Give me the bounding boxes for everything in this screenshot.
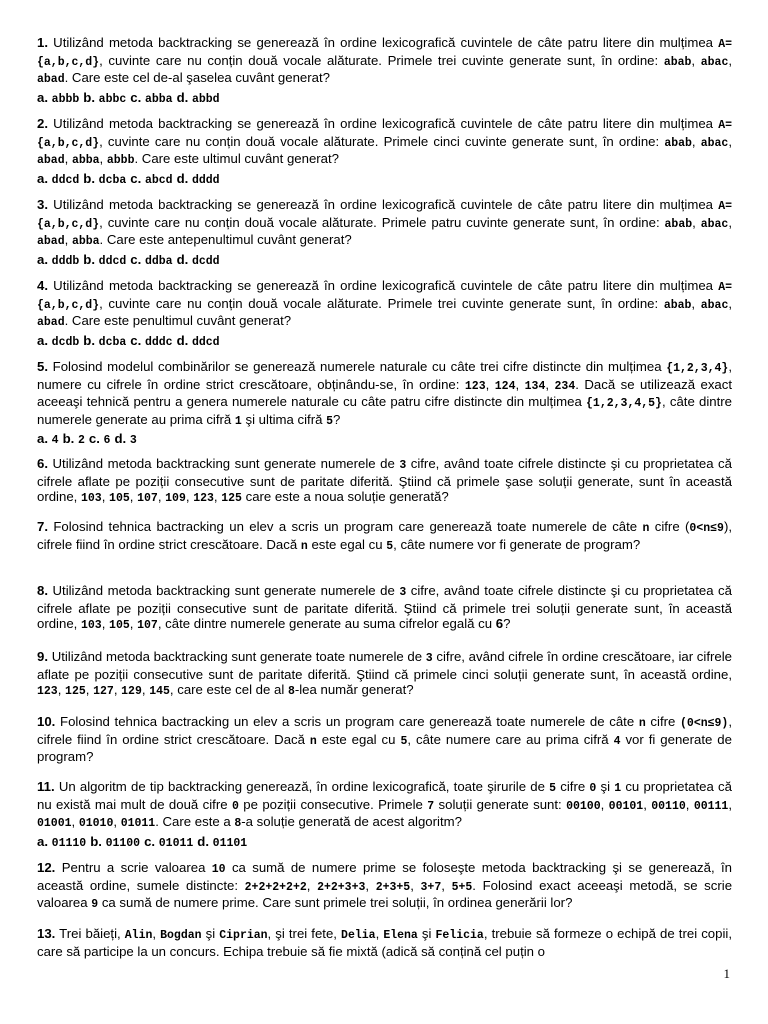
text-run: , [141, 682, 150, 697]
text-run: şi [417, 926, 436, 941]
text-run: , cifrele fiind în ordine strict crescătoare. Dacă [37, 714, 732, 747]
text-run: Folosind tehnica bactracking un elev a scris un program care generează toate numerele de câte [55, 714, 639, 729]
answer-options [37, 431, 732, 449]
text-run: Utilizând metoda backtracking sunt generate toate numerele de [48, 649, 426, 664]
text-run: Pentru a scrie valoarea [55, 860, 212, 875]
question-text [37, 456, 732, 507]
question-number: 4. [37, 278, 48, 293]
option-label: b. [83, 251, 99, 267]
text-run: este egal cu [307, 536, 387, 552]
code-term: Elena [383, 929, 418, 942]
code-term: 124 [494, 379, 516, 393]
option-value: 3 [129, 434, 137, 447]
question-2 [37, 116, 732, 188]
answer-options [37, 90, 732, 108]
text-run: ? [503, 616, 511, 631]
text-run: , [691, 133, 701, 149]
question-number: 1. [37, 35, 48, 50]
question-text [37, 519, 732, 554]
code-term: 8 [234, 817, 242, 830]
text-run: , cuvinte care nu conțin două vocale alăturate. Primele trei cuvinte generate sunt, în ordine: [99, 52, 664, 68]
code-term: abac [700, 217, 729, 231]
code-term: 8 [287, 685, 295, 698]
text-run: . Care este a [155, 814, 235, 829]
code-term: 3 [425, 652, 433, 665]
option-value: 6 [103, 434, 111, 447]
question-number: 5. [37, 359, 48, 374]
code-term: 00101 [608, 799, 644, 813]
text-run: -a soluție generată de acest algoritm? [241, 814, 462, 829]
text-run: , [692, 214, 701, 230]
code-term: 123 [37, 685, 58, 698]
text-run: . Care este antepenultimul cuvânt generat? [99, 232, 352, 247]
text-run: şi ultima cifră [241, 411, 327, 427]
code-term: 0 [589, 782, 597, 795]
option-label: a. [37, 431, 52, 446]
code-term: Bogdan [160, 929, 202, 942]
question-text [37, 926, 732, 959]
text-run: Folosind tehnica bactracking un elev a scris un program care generează toate numerele de câte [48, 519, 643, 534]
text-run: . Care este ultimul cuvânt generat? [134, 151, 340, 166]
code-term: 134 [524, 379, 546, 393]
text-run: . Care este penultimul cuvânt generat? [64, 313, 292, 328]
option-label: b. [83, 170, 99, 186]
text-run: . Folosind exact aceeaşi metodă, se scrie valoarea [37, 877, 733, 910]
text-run: , [728, 295, 733, 311]
question-number: 13. [37, 926, 56, 941]
question-text [37, 116, 732, 169]
text-run: ca sumă de numere prime se foloseşte metoda backtracking şi se generează, în această ordine, sumele distincte: [37, 860, 732, 893]
option-value: dcba [98, 335, 127, 349]
page-number: 1 [723, 966, 730, 981]
code-term: 5+5 [451, 880, 473, 894]
text-run: Utilizând metoda backtracking se generează în ordine lexicografică cuvintele de câte patru litere din mulțimea [48, 197, 719, 212]
question-6 [37, 456, 732, 507]
code-term: 5 [549, 782, 557, 795]
option-value: 2 [77, 434, 85, 447]
option-value: abbd [191, 92, 220, 106]
option-value: 4 [51, 434, 59, 447]
text-run: , câte dintre numerele generate au suma cifrelor egală cu [157, 616, 496, 631]
code-term: A={a,b,c,d} [37, 281, 732, 312]
text-run: Folosind modelul combinărilor se generează numerele naturale cu câte trei cifre distincte din mulțimea [48, 359, 667, 374]
text-run: vor fi generate de program? [37, 731, 732, 764]
text-run: , [691, 295, 701, 311]
text-run: , [441, 877, 452, 893]
text-run: , [545, 376, 555, 392]
code-term: abbb [106, 154, 135, 167]
text-run: , [71, 814, 79, 829]
text-run: , şi trei fete, [267, 926, 342, 941]
code-term: 127 [93, 685, 114, 698]
text-run: şi [596, 779, 615, 794]
code-term: 2+3+5 [375, 880, 411, 894]
code-term: (0<n≤9) [680, 717, 729, 730]
text-run: , [152, 926, 161, 941]
question-text [37, 278, 732, 331]
code-term: 3 [399, 586, 407, 599]
text-run: , [643, 796, 652, 812]
question-8 [37, 583, 732, 634]
text-run: , cuvinte care nu conțin două vocale alăturate. Primele trei cuvinte generate sunt, în ordine: [99, 295, 664, 311]
option-value: ddcd [191, 335, 220, 349]
text-run: , [728, 796, 733, 812]
text-run: , cuvinte care nu conțin două vocale alăturate. Primele cinci cuvinte generate sunt, în ordine: [99, 133, 665, 149]
text-run: Utilizând metoda backtracking sunt generate numerele de [48, 456, 400, 471]
text-run: cifre, având toate cifrele distincte şi cu proprietatea că cifrele aflate pe poziții consecutive sunt de paritate diferită. Ştiind că primele şase soluții generate, sunt în această ordine, [37, 456, 732, 504]
code-term: 123 [464, 379, 486, 393]
question-10 [37, 714, 732, 765]
option-value: 01100 [105, 836, 141, 850]
code-term: n [309, 734, 317, 748]
code-term: 00110 [651, 799, 686, 813]
code-term: n [642, 522, 650, 535]
question-text [37, 860, 732, 913]
text-run: cifre [556, 779, 590, 794]
question-number: 7. [37, 519, 48, 534]
code-term: abad [37, 316, 65, 329]
code-term: n [638, 717, 646, 730]
text-run: , [600, 796, 609, 812]
text-run: , [515, 376, 525, 392]
code-term: 3 [399, 459, 407, 472]
code-term: 00111 [693, 799, 729, 813]
question-number: 8. [37, 583, 48, 598]
question-text [37, 649, 732, 700]
code-term: 5 [386, 539, 394, 553]
question-5 [37, 359, 732, 449]
code-term: 5 [326, 414, 334, 428]
code-term: abac [700, 136, 729, 150]
answer-options [37, 333, 732, 351]
text-run: , cuvinte care nu conțin două vocale alăturate. Primele patru cuvinte generate sunt, în ordine: [99, 214, 665, 230]
code-term: 103 [81, 492, 102, 505]
option-label: b. [90, 833, 106, 849]
code-term: 2+2+2+2+2 [244, 880, 307, 894]
text-run: cifre, având toate cifrele distincte şi cu proprietatea că cifrele aflate pe poziții consecutive sunt de paritate diferită. Ştiind că primele trei soluții generate sunt, în această ordine, [37, 583, 732, 631]
code-term: n [300, 539, 308, 553]
option-label: d. [176, 89, 192, 105]
text-run: , [306, 877, 318, 893]
code-term: 5 [400, 734, 408, 748]
code-term: abab [663, 55, 692, 69]
code-term: 0 [231, 799, 239, 813]
option-value: dcdd [191, 254, 220, 268]
code-term: 234 [554, 379, 576, 393]
text-run: şi [201, 926, 220, 941]
code-term: 3+7 [420, 880, 442, 894]
code-term: abba [71, 235, 100, 248]
code-term: 01001 [37, 817, 72, 830]
option-label: a. [37, 251, 52, 267]
text-run: , [99, 151, 107, 166]
text-run: , [101, 616, 110, 631]
text-run: Utilizând metoda backtracking se generează în ordine lexicografică cuvintele de câte patru litere din mulțimea [48, 35, 719, 50]
text-run: este egal cu [316, 731, 401, 747]
code-term: 1 [234, 414, 242, 428]
question-number: 3. [37, 197, 48, 212]
option-label: c. [130, 89, 145, 105]
text-run: , [85, 682, 94, 697]
code-term: abac [700, 55, 729, 69]
text-run: , [113, 682, 122, 697]
question-text [37, 197, 732, 250]
text-run: , trebuie să formeze o echipă de trei copii, care să participe la un concurs. Echipa trebuie să fie mixtă (adică să conțină cel puțin o [37, 926, 732, 959]
text-run: , [213, 489, 222, 504]
text-run: cifre, având cifrele în ordine crescătoare, iar cifrele aflate pe poziții consecutive sunt de paritate diferită. Ştiind că primele cinci soluții generate sunt, în această ordine, [37, 649, 732, 682]
code-term: abba [71, 154, 100, 167]
option-label: c. [130, 251, 145, 267]
question-number: 2. [37, 116, 48, 131]
code-term: 01011 [120, 817, 156, 830]
code-term: 123 [193, 492, 214, 505]
option-value: abba [144, 92, 173, 106]
text-run: Utilizând metoda backtracking se generează în ordine lexicografică cuvintele de câte patru litere din mulțimea [48, 116, 719, 131]
text-run: Utilizând metoda backtracking sunt generate numerele de [48, 583, 400, 598]
option-value: dddd [191, 173, 220, 187]
code-term: 1 [614, 782, 622, 795]
text-run: , [113, 814, 121, 829]
code-term: A={a,b,c,d} [37, 200, 732, 231]
code-term: abad [37, 73, 65, 86]
code-term: 129 [121, 685, 142, 698]
option-label: c. [130, 170, 145, 186]
answer-options [37, 252, 732, 270]
option-label: b. [83, 89, 99, 105]
code-term: 7 [427, 799, 435, 813]
option-label: b. [62, 431, 78, 446]
question-number: 9. [37, 649, 48, 664]
option-label: c. [88, 431, 104, 446]
code-term: A={a,b,c,d} [37, 119, 732, 150]
text-run: , câte dintre numerele generate au prima cifră [37, 394, 733, 427]
code-term: {1,2,3,4} [666, 362, 729, 375]
option-value: abbb [51, 92, 80, 106]
text-run: , câte numere vor fi generate de program? [393, 536, 641, 552]
text-run: , [685, 796, 694, 812]
question-text [37, 35, 732, 88]
text-run: ), cifrele fiind în ordine strict crescătoare. Dacă [37, 519, 732, 552]
code-term: 105 [109, 619, 130, 632]
text-run: , [691, 52, 701, 68]
code-term: Alin [124, 929, 153, 942]
text-run: , câte numere care au prima cifră [407, 731, 614, 747]
text-run: , [157, 489, 166, 504]
text-run: , [365, 877, 376, 893]
code-term: abab [664, 217, 693, 231]
option-label: d. [197, 833, 213, 849]
code-term: abad [37, 154, 65, 167]
code-term: Felicia [435, 929, 484, 942]
question-11 [37, 779, 732, 851]
option-label: d. [114, 431, 130, 446]
option-value: dcdb [51, 335, 80, 349]
option-value: ddcd [51, 173, 80, 187]
option-label: a. [37, 332, 52, 348]
text-run: -lea număr generat? [294, 682, 414, 697]
text-run: . Care este cel de-al şaselea cuvânt generat? [64, 70, 330, 85]
text-run: cifre [645, 714, 681, 729]
text-run: , [57, 682, 66, 697]
option-value: dcba [98, 173, 127, 187]
text-run: , [64, 151, 72, 166]
text-run: , [64, 232, 72, 247]
text-run: , [728, 133, 732, 149]
text-run: , numere cu cifrele în ordine strict crescătoare, obținându-se, în ordine: [37, 359, 732, 392]
text-run: , [101, 489, 110, 504]
text-run: ? [333, 411, 341, 427]
text-run: , [375, 926, 384, 941]
option-value: 01110 [51, 836, 87, 850]
text-run: ca sumă de numere prime. Care sunt primele trei soluții, în ordinea generării lor? [98, 895, 573, 910]
option-value: 01011 [158, 836, 194, 850]
option-label: c. [144, 833, 159, 849]
bold-term: 6 [495, 616, 504, 631]
option-value: ddba [144, 254, 173, 268]
code-term: 0<n≤9 [689, 522, 724, 535]
question-13 [37, 926, 732, 959]
option-label: a. [37, 833, 52, 849]
code-term: {1,2,3,4,5} [586, 397, 662, 410]
code-term: A={a,b,c,d} [37, 38, 732, 69]
question-number: 6. [37, 456, 48, 471]
option-label: d. [176, 332, 192, 348]
code-term: 109 [165, 492, 186, 505]
option-label: a. [37, 89, 52, 105]
option-label: d. [176, 251, 192, 267]
code-term: Ciprian [219, 929, 268, 942]
code-term: 107 [137, 619, 158, 632]
question-4 [37, 278, 732, 350]
option-value: ddcd [98, 254, 127, 268]
option-value: abcd [144, 173, 173, 187]
text-run: , [410, 877, 421, 893]
code-term: 145 [149, 685, 170, 698]
code-term: 125 [65, 685, 86, 698]
text-run: soluții generate sunt: [434, 796, 567, 812]
code-term: 01010 [78, 817, 114, 830]
code-term: 9 [91, 898, 99, 911]
option-label: b. [83, 332, 99, 348]
code-term: 103 [81, 619, 102, 632]
answer-options [37, 834, 732, 852]
question-number: 11. [37, 779, 55, 794]
code-term: Delia [341, 929, 376, 942]
text-run: Utilizând metoda backtracking se generează în ordine lexicografică cuvintele de câte patru litere din mulțimea [48, 278, 719, 293]
question-3 [37, 197, 732, 269]
question-number: 10. [37, 714, 56, 729]
option-value: dddb [51, 254, 80, 268]
answer-options [37, 171, 732, 189]
question-1 [37, 35, 732, 107]
question-text [37, 359, 732, 429]
question-7 [37, 519, 732, 554]
code-term: 107 [137, 492, 158, 505]
code-term: 10 [211, 863, 226, 876]
code-term: 00100 [566, 799, 601, 813]
text-run: , [728, 214, 732, 230]
question-text [37, 583, 732, 634]
code-term: abab [664, 136, 692, 150]
text-run: pe poziții consecutive. Primele [238, 796, 428, 812]
text-run: , [129, 489, 138, 504]
option-value: abbc [98, 92, 127, 106]
text-run: cifre ( [649, 519, 690, 534]
code-term: abad [37, 235, 65, 248]
code-term: 125 [221, 492, 242, 505]
text-run: Un algoritm de tip backtracking generează, în ordine lexicografică, toate şirurile de [54, 779, 550, 794]
question-number: 12. [37, 860, 56, 875]
option-value: 01101 [212, 836, 248, 850]
option-label: c. [130, 332, 145, 348]
question-text [37, 779, 732, 832]
option-value: dddc [144, 335, 173, 349]
code-term: abac [700, 298, 729, 312]
text-run: , [728, 52, 733, 68]
question-9 [37, 649, 732, 700]
text-run: . Dacă se utilizează exact aceeaşi tehnică pentru a genera numerele naturale cu câte patru cifre distincte din mulțimea [37, 376, 733, 409]
question-12 [37, 860, 732, 913]
text-run: care este a noua soluție generată? [241, 489, 449, 504]
text-run: , [185, 489, 194, 504]
code-term: 4 [613, 734, 621, 748]
option-label: d. [176, 170, 192, 186]
code-term: 105 [109, 492, 130, 505]
option-label: a. [37, 170, 52, 186]
text-run: , [485, 376, 495, 392]
text-run: cu proprietatea că nu există mai mult de două cifre [37, 779, 732, 812]
code-term: abab [663, 298, 692, 312]
question-text [37, 714, 732, 765]
text-run: , [129, 616, 138, 631]
text-run: Trei băieți, [55, 926, 125, 941]
code-term: 2+2+3+3 [317, 880, 366, 894]
text-run: , care este cel de al [169, 682, 288, 697]
